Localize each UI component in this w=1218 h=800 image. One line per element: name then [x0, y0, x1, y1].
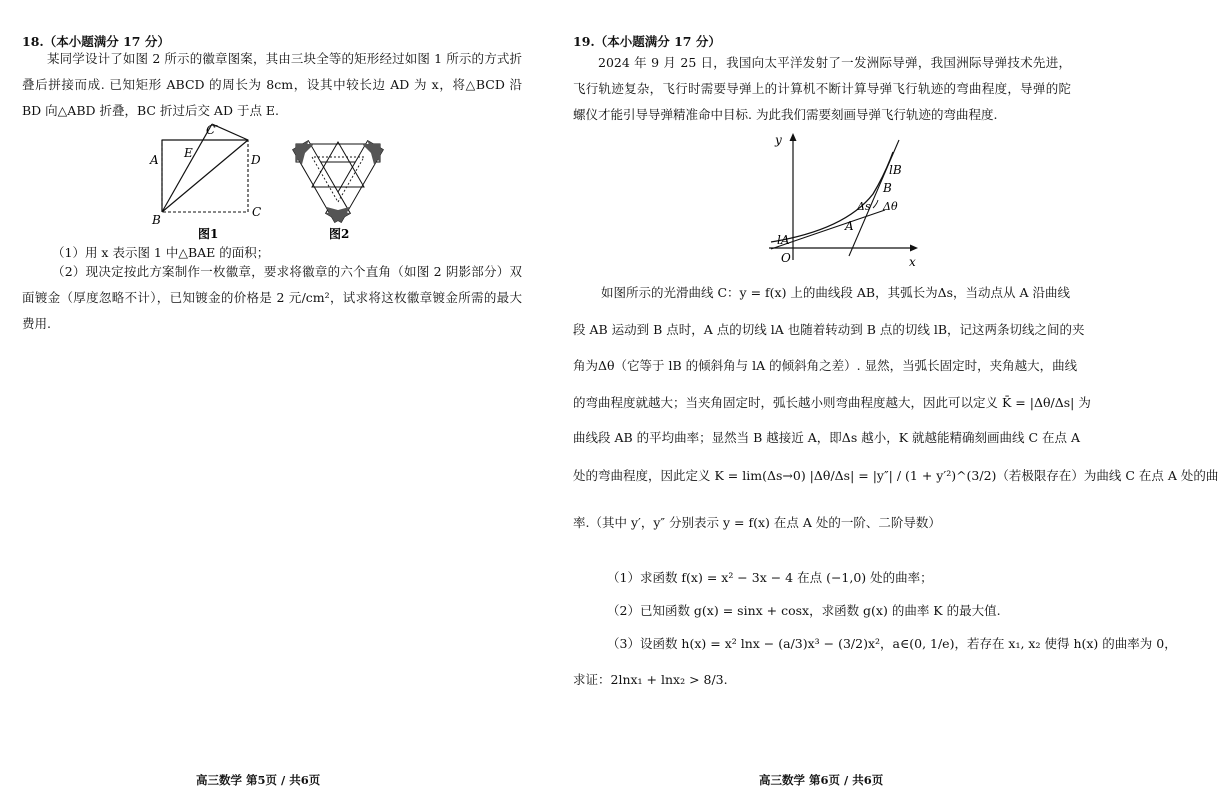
page-6: [545, 0, 1218, 800]
page-5: [0, 0, 545, 800]
q19-part2: （2）已知函数 g(x) = sinx + cosx，求函数 g(x) 的曲率 K 的最大值.: [607, 603, 1001, 618]
q19-desc-3: 角为Δθ（它等于 lB 的倾斜角与 lA 的倾斜角之差）. 显然，当弧长固定时，夹角越大，曲线: [573, 358, 1078, 373]
label-d: D: [251, 153, 261, 167]
curvature-graph: [765, 130, 925, 270]
footer-left: 高三数学 第5页 / 共6页: [196, 773, 321, 787]
diagonal-bd: [162, 140, 248, 212]
label-c: C: [252, 205, 262, 219]
q19-desc-6: 处的弯曲程度，因此定义 K = lim(Δs→0) |Δθ/Δs| = |y″| / (1 + y′²)^(3/2)（若极限存在）为曲线 C 在点 A 处的曲: [573, 468, 1218, 483]
fig2-caption: 图2: [329, 227, 350, 241]
footer-right: 高三数学 第6页 / 共6页: [759, 773, 884, 787]
label-b-point: B: [883, 181, 892, 195]
label-a-point: A: [845, 219, 854, 233]
fig1-caption: 图1: [198, 227, 219, 241]
label-delta-theta: Δθ: [883, 200, 898, 213]
figure-1: [140, 118, 275, 243]
q18-intro: 某同学设计了如图 2 所示的徽章图案，其由三块全等的矩形经过如图 1 所示的方式折叠后拼接而成. 已知矩形 ABCD 的周长为 8cm，设其中较长边 AD 为 x，将△BCD 沿 BD 向△ABD 折叠，BC 折过后交 AD 于点 E.: [22, 51, 522, 118]
label-y: y: [775, 133, 782, 147]
q19-intro: 2024 年 9 月 25 日，我国向太平洋发射了一发洲际导弹，我国洲际导弹技术先进，飞行轨迹复杂，飞行时需要导弹上的计算机不断计算导弹飞行轨迹的弯曲程度，导弹的陀螺仪才能引导导弹精准命中目标. 为此我们需要刻画导弹飞行轨迹的弯曲程度.: [573, 55, 1071, 122]
label-a: A: [150, 153, 159, 167]
q19-desc-2: 段 AB 运动到 B 点时，A 点的切线 lA 也随着转动到 B 点的切线 lB，记这两条切线之间的夹: [573, 322, 1085, 337]
figure-2: [288, 122, 388, 242]
folded-bc: [162, 124, 212, 212]
q19-desc-5: 曲线段 AB 的平均曲率；显然当 B 越接近 A，即Δs 越小，K 就越能精确刻画曲线 C 在点 A: [573, 430, 1081, 445]
q19-part3: （3）设函数 h(x) = x² lnx − (a/3)x³ − (3/2)x²，a∈(0, 1/e)，若存在 x₁, x₂ 使得 h(x) 的曲率为 0，: [607, 636, 1177, 651]
q19-part1: （1）求函数 f(x) = x² − 3x − 4 在点 (−1,0) 处的曲率；: [607, 570, 933, 585]
label-x: x: [909, 255, 916, 269]
q18-title: 18.（本小题满分 17 分）: [22, 34, 170, 49]
q18-part2: （2）现决定按此方案制作一枚徽章，要求将徽章的六个直角（如图 2 阴影部分）双面镀金（厚度忽略不计），已知镀金的价格是 2 元/cm²，试求将这枚徽章镀金所需的最大费用.: [22, 264, 522, 331]
label-b: B: [152, 213, 161, 227]
label-lb: lB: [889, 163, 902, 177]
q18-part1: （1）用 x 表示图 1 中△BAE 的面积；: [52, 245, 270, 260]
q19-desc-7: 率.（其中 y′，y″ 分别表示 y = f(x) 在点 A 处的一阶、二阶导数）: [573, 515, 941, 530]
q19-desc-4: 的弯曲程度就越大；当夹角固定时，弧长越小则弯曲程度越大，因此可以定义 K̄ = |Δθ/Δs| 为: [573, 395, 1091, 410]
label-la: lA: [777, 233, 790, 247]
label-origin: O: [781, 251, 791, 265]
label-e: E: [184, 146, 193, 160]
label-delta-s: Δs: [857, 200, 871, 213]
label-c-prime: C′: [206, 123, 218, 137]
q19-proof: 求证：2lnx₁ + lnx₂ > 8/3.: [573, 672, 728, 687]
tangent-lb: [849, 140, 899, 256]
q19-desc-1: 如图所示的光滑曲线 C：y = f(x) 上的曲线段 AB，其弧长为Δs，当动点从 A 沿曲线: [601, 285, 1071, 300]
q19-title: 19.（本小题满分 17 分）: [573, 34, 721, 49]
